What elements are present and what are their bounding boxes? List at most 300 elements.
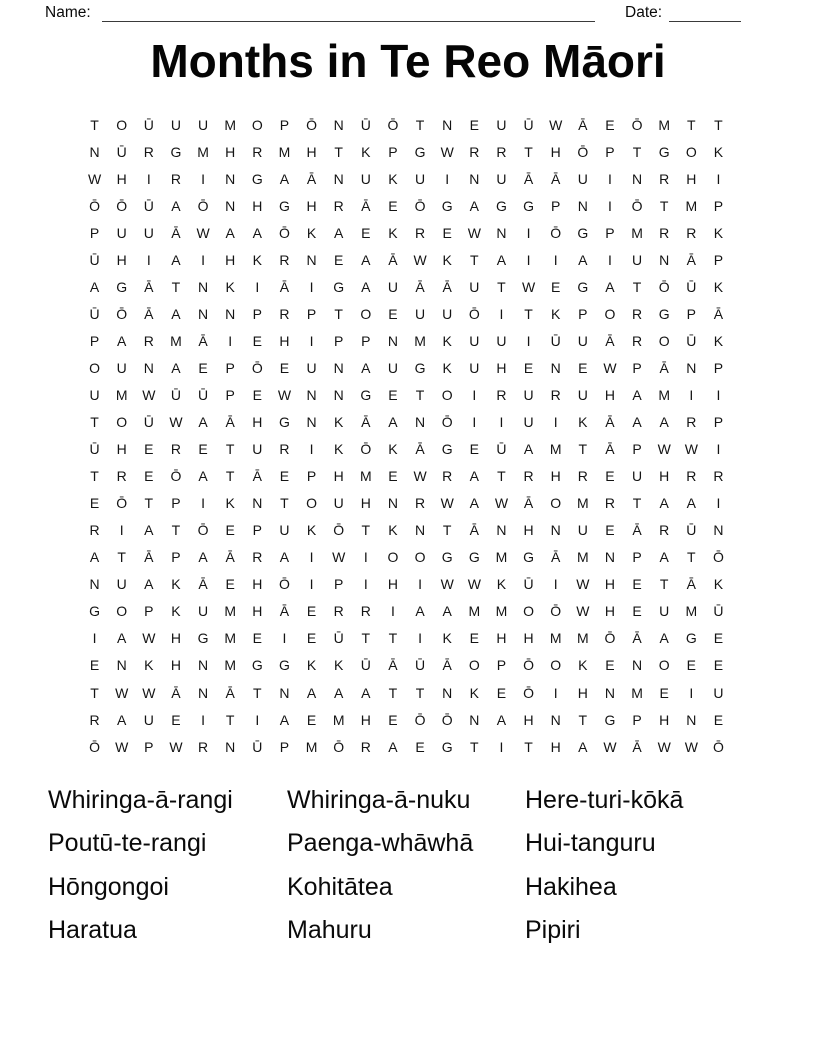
grid-letter: P	[171, 549, 181, 566]
grid-letter: P	[144, 738, 154, 755]
grid-letter: M	[495, 549, 508, 566]
grid-letter: K	[442, 359, 452, 376]
grid-letter: Ō	[333, 738, 345, 755]
grid-letter: G	[170, 143, 182, 160]
grid-letter: N	[306, 414, 317, 431]
word-list-item: Mahuru	[287, 916, 372, 945]
grid-letter: Ā	[523, 495, 534, 512]
grid-letter: M	[468, 603, 481, 620]
grid-letter: E	[198, 359, 208, 376]
grid-letter: I	[418, 630, 422, 647]
grid-letter: N	[387, 495, 398, 512]
grid-letter: K	[144, 657, 154, 674]
grid-letter: A	[171, 305, 181, 322]
name-fill-line[interactable]	[102, 6, 595, 22]
grid-letter: Ō	[278, 576, 290, 593]
grid-letter: U	[387, 359, 398, 376]
grid-letter: Ō	[523, 684, 534, 701]
grid-letter: R	[143, 332, 154, 349]
grid-letter: K	[578, 657, 588, 674]
grid-letter: A	[496, 711, 507, 728]
grid-letter: T	[253, 684, 262, 701]
grid-letter: Ā	[605, 441, 615, 458]
grid-letter: P	[252, 522, 262, 539]
grid-letter: W	[684, 738, 698, 755]
grid-letter: O	[116, 414, 128, 431]
grid-letter: A	[361, 278, 371, 295]
grid-letter: Ō	[523, 657, 534, 674]
word-list-item: Poutū-te-rangi	[48, 829, 207, 858]
grid-letter: Ā	[442, 278, 452, 295]
grid-letter: H	[116, 170, 127, 187]
grid-letter: P	[334, 576, 344, 593]
word-list-item: Here-turi-kōkā	[525, 786, 684, 814]
grid-letter: Ō	[306, 116, 317, 133]
grid-letter: T	[497, 278, 506, 295]
grid-letter: G	[251, 657, 263, 674]
grid-letter: E	[279, 359, 290, 376]
grid-letter: U	[632, 251, 643, 268]
grid-letter: G	[278, 657, 290, 674]
grid-letter: K	[306, 657, 317, 674]
grid-letter: E	[713, 711, 724, 728]
grid-letter: T	[388, 684, 398, 701]
grid-letter: N	[333, 116, 344, 133]
grid-letter: Ū	[496, 441, 507, 458]
grid-letter: A	[334, 224, 344, 241]
grid-letter: N	[387, 332, 398, 349]
grid-letter: T	[334, 143, 343, 160]
grid-letter: Ō	[577, 143, 589, 160]
grid-letter: N	[550, 359, 561, 376]
grid-letter: K	[713, 224, 724, 241]
grid-letter: A	[469, 495, 479, 512]
grid-letter: T	[632, 143, 642, 160]
grid-letter: O	[306, 495, 317, 512]
grid-letter: E	[605, 116, 615, 133]
grid-letter: T	[388, 630, 398, 647]
grid-letter: M	[224, 116, 237, 133]
grid-letter: O	[658, 332, 670, 349]
grid-letter: Ā	[198, 576, 208, 593]
grid-letter: N	[415, 522, 426, 539]
grid-letter: P	[225, 359, 235, 376]
grid-letter: H	[252, 197, 263, 214]
grid-letter: I	[390, 603, 395, 620]
grid-letter: H	[523, 630, 534, 647]
grid-letter: H	[360, 711, 371, 728]
word-list-item: Pipiri	[525, 916, 581, 945]
grid-letter: Ō	[631, 197, 643, 214]
grid-letter: A	[225, 224, 235, 241]
grid-letter: N	[333, 170, 344, 187]
grid-letter: I	[201, 711, 205, 728]
grid-letter: R	[279, 441, 290, 458]
grid-letter: W	[115, 738, 129, 755]
grid-letter: I	[607, 251, 612, 268]
grid-letter: A	[171, 197, 181, 214]
grid-letter: G	[658, 143, 670, 160]
grid-letter: I	[607, 197, 612, 214]
grid-letter: Ā	[388, 251, 398, 268]
grid-letter: I	[607, 170, 612, 187]
grid-letter: G	[278, 197, 290, 214]
grid-letter: U	[252, 441, 263, 458]
grid-letter: A	[198, 414, 208, 431]
grid-letter: H	[659, 711, 670, 728]
grid-letter: M	[170, 332, 182, 349]
grid-letter: T	[361, 630, 371, 647]
grid-letter: A	[361, 359, 371, 376]
grid-letter: H	[550, 143, 561, 160]
grid-letter: E	[388, 468, 398, 485]
grid-letter: A	[89, 549, 100, 566]
grid-letter: N	[415, 414, 426, 431]
grid-letter: T	[470, 738, 479, 755]
grid-letter: Ā	[361, 197, 371, 214]
grid-letter: H	[116, 251, 127, 268]
grid-letter: Ū	[89, 251, 100, 268]
grid-letter: I	[255, 711, 260, 728]
grid-letter: H	[225, 143, 236, 160]
grid-letter: M	[332, 711, 345, 728]
grid-letter: A	[469, 468, 479, 485]
grid-letter: P	[361, 332, 371, 349]
grid-letter: G	[441, 197, 453, 214]
grid-letter: G	[278, 414, 290, 431]
grid-letter: A	[89, 278, 100, 295]
grid-letter: M	[495, 603, 508, 620]
grid-letter: M	[549, 441, 562, 458]
grid-letter: R	[116, 468, 127, 485]
grid-letter: Ā	[659, 359, 669, 376]
grid-letter: E	[605, 657, 615, 674]
grid-letter: N	[469, 711, 480, 728]
grid-letter: R	[360, 603, 371, 620]
grid-letter: O	[89, 359, 100, 376]
grid-letter: N	[198, 684, 209, 701]
grid-letter: U	[577, 332, 588, 349]
grid-letter: Ū	[523, 576, 534, 593]
grid-letter: N	[442, 116, 453, 133]
grid-letter: Ō	[387, 116, 399, 133]
grid-letter: I	[119, 522, 124, 539]
grid-letter: Ā	[279, 603, 290, 620]
grid-letter: Ō	[116, 305, 128, 322]
grid-letter: Ā	[388, 657, 398, 674]
grid-letter: Ō	[116, 197, 128, 214]
grid-letter: Ō	[89, 197, 100, 214]
grid-letter: H	[523, 522, 534, 539]
grid-letter: G	[441, 549, 453, 566]
grid-letter: T	[659, 197, 669, 214]
grid-letter: E	[225, 522, 235, 539]
grid-letter: W	[169, 414, 183, 431]
grid-letter: G	[577, 224, 589, 241]
word-list-item: Kohitātea	[287, 872, 393, 901]
grid-letter: W	[413, 251, 427, 268]
grid-letter: N	[713, 522, 724, 539]
grid-letter: W	[142, 630, 156, 647]
grid-letter: W	[413, 468, 427, 485]
grid-letter: Ū	[686, 278, 697, 295]
grid-letter: H	[577, 684, 588, 701]
grid-letter: M	[631, 224, 643, 241]
grid-letter: A	[578, 738, 588, 755]
grid-letter: U	[496, 116, 507, 133]
grid-letter: K	[713, 278, 724, 295]
grid-letter: Ā	[632, 738, 642, 755]
grid-letter: P	[306, 305, 317, 322]
grid-letter: H	[170, 630, 181, 647]
grid-letter: Ō	[414, 197, 426, 214]
date-fill-line[interactable]	[669, 6, 741, 22]
grid-letter: Ū	[360, 657, 371, 674]
grid-letter: I	[689, 386, 694, 403]
grid-letter: H	[659, 468, 670, 485]
grid-letter: W	[576, 603, 590, 620]
grid-letter: E	[144, 441, 154, 458]
grid-letter: N	[496, 224, 507, 241]
grid-letter: Ā	[551, 170, 561, 187]
grid-letter: T	[497, 468, 506, 485]
grid-letter: P	[713, 359, 724, 376]
grid-letter: P	[225, 386, 235, 403]
grid-letter: A	[306, 684, 317, 701]
grid-letter: E	[659, 684, 669, 701]
grid-letter: H	[170, 657, 181, 674]
grid-letter: N	[306, 386, 317, 403]
grid-letter: U	[116, 576, 127, 593]
grid-letter: Ū	[686, 522, 697, 539]
grid-letter: T	[578, 441, 588, 458]
grid-letter: I	[499, 738, 504, 755]
grid-letter: U	[387, 278, 398, 295]
grid-letter: A	[117, 332, 127, 349]
grid-letter: R	[198, 738, 209, 755]
grid-letter: Ō	[89, 738, 100, 755]
grid-letter: U	[279, 522, 290, 539]
grid-letter: I	[716, 495, 721, 512]
grid-letter: G	[468, 549, 480, 566]
grid-letter: M	[685, 603, 698, 620]
grid-letter: H	[279, 332, 290, 349]
grid-letter: Ā	[605, 414, 615, 431]
grid-letter: E	[578, 359, 588, 376]
grid-letter: R	[713, 468, 724, 485]
grid-letter: Ō	[712, 738, 724, 755]
grid-letter: O	[441, 386, 453, 403]
grid-letter: E	[252, 332, 262, 349]
grid-letter: I	[716, 386, 721, 403]
grid-letter: R	[279, 305, 290, 322]
grid-letter: A	[659, 414, 669, 431]
grid-letter: U	[469, 359, 480, 376]
grid-letter: P	[334, 332, 344, 349]
word-list-item: Hōngongoi	[48, 872, 169, 901]
grid-letter: O	[116, 603, 128, 620]
grid-letter: K	[361, 143, 371, 160]
grid-letter: P	[279, 116, 290, 133]
grid-letter: W	[332, 549, 346, 566]
grid-letter: G	[577, 278, 589, 295]
grid-letter: T	[117, 549, 126, 566]
grid-letter: M	[685, 197, 698, 214]
grid-letter: K	[442, 251, 452, 268]
grid-letter: K	[171, 576, 181, 593]
grid-letter: W	[576, 576, 590, 593]
grid-letter: W	[87, 170, 102, 187]
grid-letter: R	[469, 143, 480, 160]
grid-letter: E	[334, 251, 344, 268]
grid-letter: Ū	[713, 603, 724, 620]
grid-letter: R	[333, 603, 344, 620]
grid-letter: M	[576, 549, 589, 566]
grid-letter: T	[632, 495, 642, 512]
grid-letter: W	[494, 495, 509, 512]
grid-letter: U	[577, 386, 588, 403]
grid-letter: P	[713, 414, 724, 431]
grid-letter: G	[523, 197, 534, 214]
grid-letter: Ū	[415, 657, 426, 674]
grid-letter: G	[604, 711, 616, 728]
name-label: Name:	[45, 4, 91, 21]
grid-letter: T	[361, 522, 371, 539]
grid-letter: P	[89, 224, 100, 241]
grid-letter: G	[523, 549, 534, 566]
grid-letter: T	[687, 549, 696, 566]
grid-letter: I	[146, 251, 151, 268]
grid-letter: N	[198, 305, 209, 322]
grid-letter: Ā	[171, 224, 181, 241]
grid-letter: M	[224, 630, 237, 647]
grid-letter: I	[553, 414, 558, 431]
grid-letter: H	[523, 711, 534, 728]
grid-letter: R	[496, 143, 507, 160]
grid-letter: A	[496, 251, 507, 268]
grid-letter: O	[360, 305, 372, 322]
grid-letter: O	[414, 549, 426, 566]
grid-letter: O	[251, 116, 263, 133]
grid-letter: M	[549, 630, 562, 647]
grid-letter: E	[361, 224, 371, 241]
grid-letter: E	[632, 576, 642, 593]
grid-letter: A	[388, 414, 398, 431]
grid-letter: H	[550, 738, 561, 755]
grid-letter: W	[521, 278, 536, 295]
puzzle-title: Months in Te Reo Māori	[150, 35, 666, 87]
grid-letter: I	[201, 170, 205, 187]
grid-letter: K	[225, 495, 235, 512]
grid-letter: N	[604, 549, 615, 566]
grid-letter: I	[146, 170, 151, 187]
grid-letter: M	[658, 116, 671, 133]
grid-letter: T	[90, 684, 99, 701]
grid-letter: E	[279, 468, 290, 485]
grid-letter: T	[470, 251, 479, 268]
grid-letter: H	[333, 468, 344, 485]
grid-letter: Ā	[605, 332, 615, 349]
grid-letter: I	[499, 414, 504, 431]
grid-letter: P	[388, 143, 398, 160]
grid-letter: E	[632, 603, 642, 620]
word-search-letter-grid	[81, 111, 732, 760]
grid-letter: I	[553, 684, 558, 701]
grid-letter: Ā	[225, 414, 235, 431]
grid-letter: E	[198, 441, 208, 458]
grid-letter: U	[116, 224, 127, 241]
grid-letter: E	[686, 657, 696, 674]
grid-letter: P	[686, 305, 696, 322]
grid-letter: A	[171, 251, 181, 268]
word-list-item: Paenga-whāwhā	[287, 829, 474, 858]
grid-letter: Ā	[171, 684, 181, 701]
grid-letter: K	[171, 603, 181, 620]
grid-letter: R	[170, 170, 181, 187]
grid-letter: T	[524, 738, 533, 755]
grid-letter: I	[472, 386, 477, 403]
grid-letter: U	[523, 414, 534, 431]
grid-letter: U	[442, 305, 453, 322]
grid-letter: Ā	[713, 305, 724, 322]
grid-letter: N	[333, 386, 344, 403]
grid-letter: A	[632, 386, 642, 403]
grid-letter: P	[713, 251, 724, 268]
grid-letter: N	[442, 684, 453, 701]
grid-letter: P	[578, 305, 588, 322]
grid-letter: Ō	[360, 441, 372, 458]
grid-letter: E	[89, 657, 100, 674]
grid-letter: Ō	[631, 116, 643, 133]
grid-letter: K	[388, 441, 398, 458]
grid-letter: Ō	[116, 495, 128, 512]
grid-letter: K	[334, 414, 344, 431]
grid-letter: Ū	[550, 332, 561, 349]
date-label: Date:	[625, 4, 663, 21]
grid-letter: E	[713, 630, 724, 647]
grid-letter: I	[92, 630, 97, 647]
grid-letter: I	[472, 414, 477, 431]
grid-letter: P	[144, 603, 154, 620]
grid-letter: U	[659, 603, 670, 620]
grid-letter: E	[442, 224, 452, 241]
grid-letter: A	[279, 711, 290, 728]
grid-letter: A	[117, 630, 127, 647]
grid-letter: A	[279, 549, 290, 566]
grid-letter: E	[171, 711, 181, 728]
grid-letter: E	[713, 657, 724, 674]
grid-letter: I	[445, 170, 450, 187]
grid-letter: P	[306, 468, 317, 485]
grid-letter: H	[496, 630, 507, 647]
grid-letter: R	[659, 170, 670, 187]
grid-letter: P	[632, 359, 642, 376]
grid-letter: K	[252, 251, 262, 268]
grid-letter: N	[659, 251, 670, 268]
grid-letter: U	[89, 386, 100, 403]
grid-letter: E	[252, 630, 262, 647]
grid-letter: Ā	[279, 278, 290, 295]
grid-letter: U	[469, 278, 480, 295]
grid-letter: A	[117, 711, 127, 728]
grid-letter: O	[116, 116, 128, 133]
grid-letter: T	[415, 684, 425, 701]
grid-letter: T	[90, 468, 99, 485]
grid-letter: H	[387, 576, 398, 593]
grid-letter: R	[170, 441, 181, 458]
grid-letter: N	[198, 278, 209, 295]
grid-letter: U	[469, 332, 480, 349]
